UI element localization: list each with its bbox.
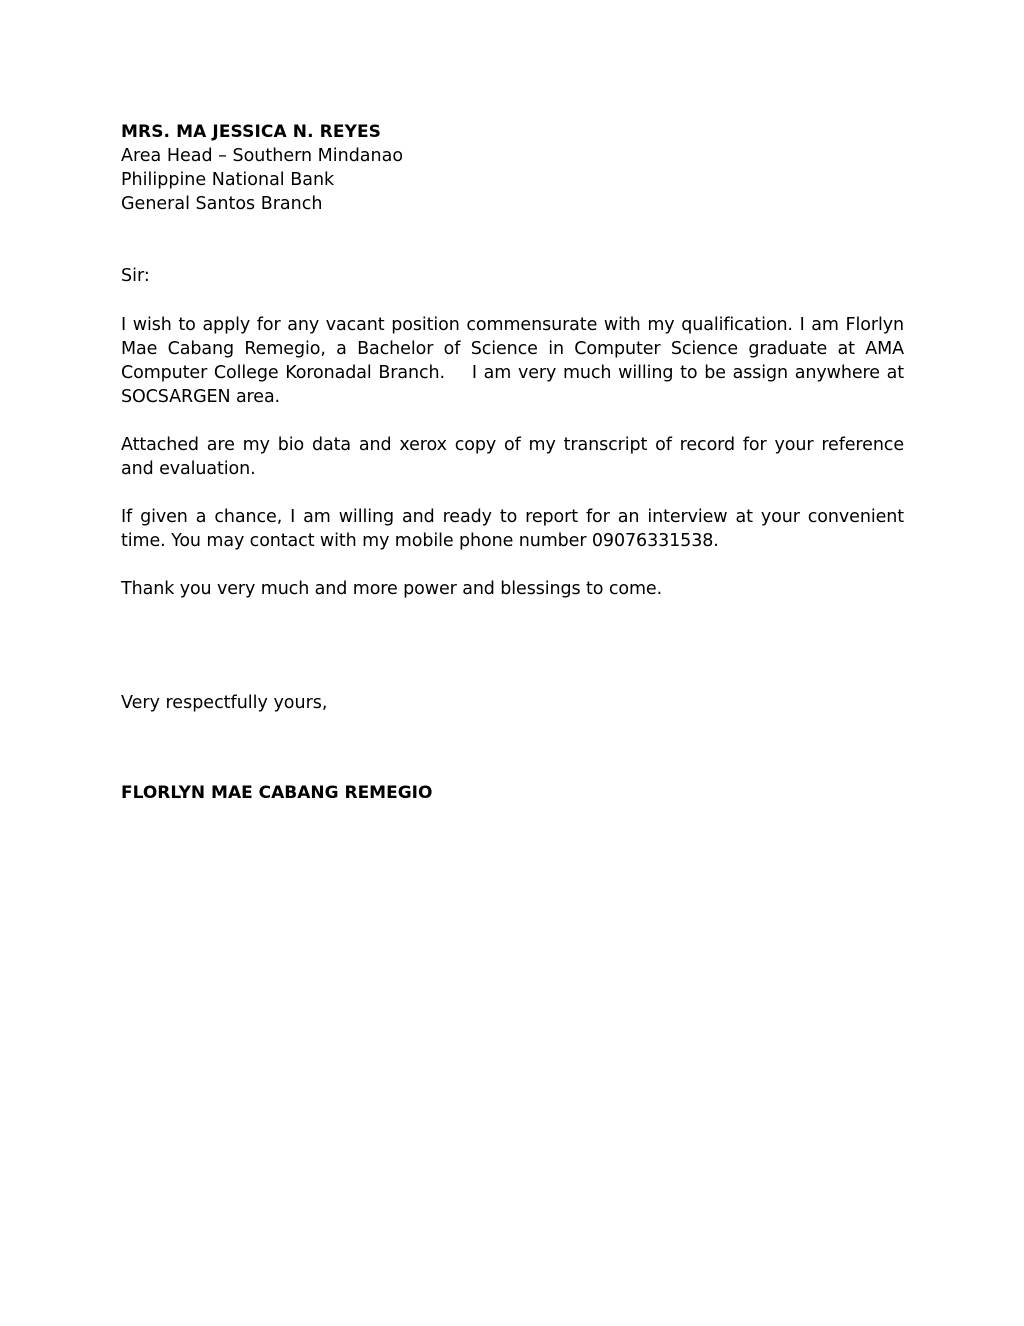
body-paragraph-thanks: Thank you very much and more power and blessings to come. (121, 579, 663, 599)
salutation: Sir: (121, 266, 150, 286)
body-paragraph-application: I wish to apply for any vacant position commensurate with my qualification. I am Florlyn Mae Cabang Remegio, a Bachelor of Science in Computer Science graduate at AMA Computer College Koronadal Branch. I am very much willing to be assign anywhere at SOCSARGEN area. (121, 315, 910, 407)
recipient-branch: General Santos Branch (121, 194, 323, 214)
recipient-organization: Philippine National Bank (121, 170, 335, 190)
recipient-title: Area Head – Southern Mindanao (121, 146, 404, 166)
body-paragraph-attachments: Attached are my bio data and xerox copy of my transcript of record for your reference and evaluation. (121, 435, 904, 479)
signature-name: FLORLYN MAE CABANG REMEGIO (121, 783, 433, 803)
body-paragraph-interview: If given a chance, I am willing and ready to report for an interview at your convenient time. You may contact with my mobile phone number 09076331538. (121, 507, 904, 551)
recipient-name: MRS. MA JESSICA N. REYES (121, 122, 382, 142)
closing: Very respectfully yours, (121, 693, 328, 713)
application-letter (121, 120, 910, 805)
